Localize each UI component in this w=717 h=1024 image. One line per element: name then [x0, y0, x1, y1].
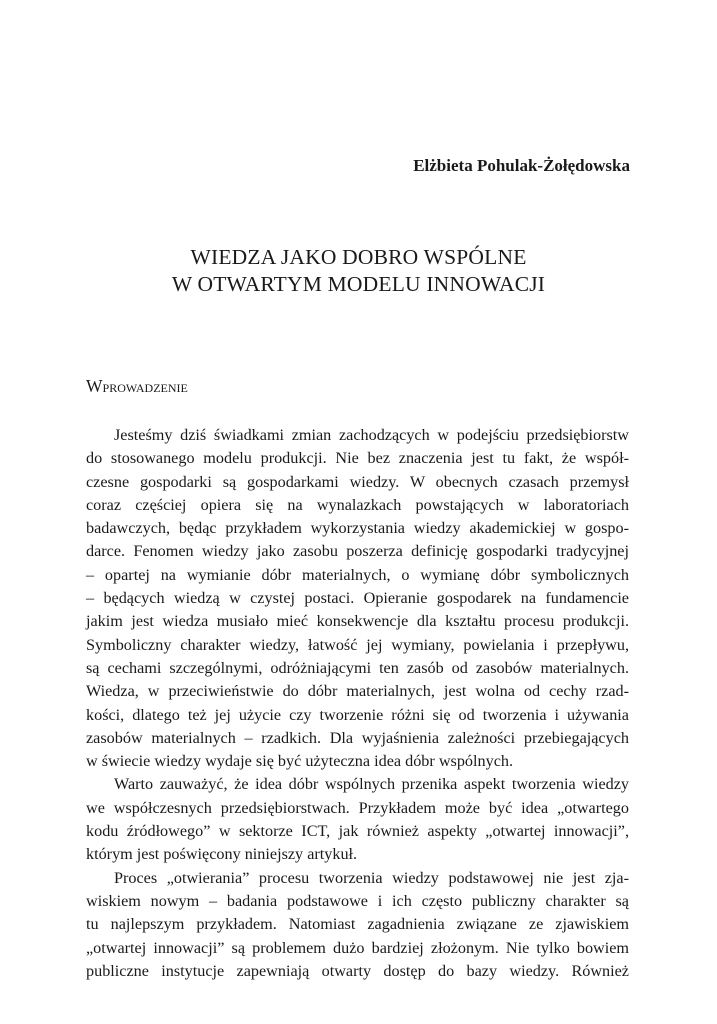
text-line: coraz częściej opiera się na wynalazkach powstających w laboratoriach [86, 495, 629, 514]
paragraph-2 [86, 773, 629, 866]
author-name: Elżbieta Pohulak-Żołędowska [413, 156, 630, 175]
text-line: Proces „otwierania” procesu tworzenia wiedzy podstawowej nie jest zja- [114, 868, 629, 887]
paragraph-1 [86, 424, 629, 773]
text-line: są cechami szczególnymi, odróżniającymi ten zasób od zasobów materialnych. [86, 658, 629, 677]
title-line-1: WIEDZA JAKO DOBRO WSPÓLNE [190, 245, 527, 269]
text-line: którym jest poświęcony niniejszy artykuł. [86, 845, 358, 864]
article-body [86, 424, 629, 983]
text-line: – opartej na wymianie dóbr materialnych, o wymianę dóbr symbolicznych [86, 565, 629, 584]
text-line: „otwartej innowacji” są problemem dużo bardziej złożonym. Nie tylko bowiem [86, 938, 629, 957]
text-line: Wiedza, w przeciwieństwie do dóbr materialnych, jest wolna od cechy rzad- [86, 682, 629, 701]
text-line: zasobów materialnych – rzadkich. Dla wyjaśnienia zależności przebiegających [86, 728, 629, 747]
paragraph-3 [86, 867, 629, 983]
text-line: Jesteśmy dziś świadkami zmian zachodzących w podejściu przedsiębiorstw [114, 426, 629, 444]
title-line-2: W OTWARTYM MODELU INNOWACJI [171, 272, 546, 296]
text-line: we współczesnych przedsiębiorstwach. Przykładem może być idea „otwartego [86, 798, 629, 817]
text-line: wiskiem nowym – badania podstawowe i ich często publiczny charakter są [86, 891, 629, 910]
text-line: kodu źródłowego” w sektorze ICT, jak również aspekty „otwartej innowacji”, [86, 822, 629, 841]
text-line: do stosowanego modelu produkcji. Nie bez znaczenia jest tu fakt, że współ- [86, 449, 629, 468]
article-title [0, 244, 717, 298]
text-line: Symboliczny charakter wiedzy, łatwość jej wymiany, powielania i przepływu, [86, 635, 629, 654]
text-line: badawczych, będąc przykładem wykorzystania wiedzy akademickiej w gospo- [86, 519, 629, 538]
text-line: darce. Fenomen wiedzy jako zasobu poszerza definicję gospodarki tradycyjnej [86, 542, 629, 561]
text-line: jakim jest wiedza musiało mieć konsekwencje dla kształtu procesu produkcji. [86, 612, 629, 631]
text-line: w świecie wiedzy wydaje się być użyteczna idea dóbr wspólnych. [86, 752, 514, 771]
text-line: Warto zauważyć, że idea dóbr wspólnych przenika aspekt tworzenia wiedzy [114, 775, 629, 794]
text-line: tu najlepszym przykładem. Natomiast zagadnienia związane ze zjawiskiem [86, 915, 629, 934]
text-line: czesne gospodarki są gospodarkami wiedzy. W obecnych czasach przemysł [86, 472, 629, 491]
text-line: – będących wiedzą w czystej postaci. Opieranie gospodarek na fundamencie [86, 589, 629, 608]
text-line: kości, dlatego też jej użycie czy tworzenie różni się od tworzenia i używania [86, 705, 629, 724]
section-heading: Wprowadzenie [86, 376, 188, 396]
text-line: publiczne instytucje zapewniają otwarty dostęp do bazy wiedzy. Również [86, 961, 629, 980]
